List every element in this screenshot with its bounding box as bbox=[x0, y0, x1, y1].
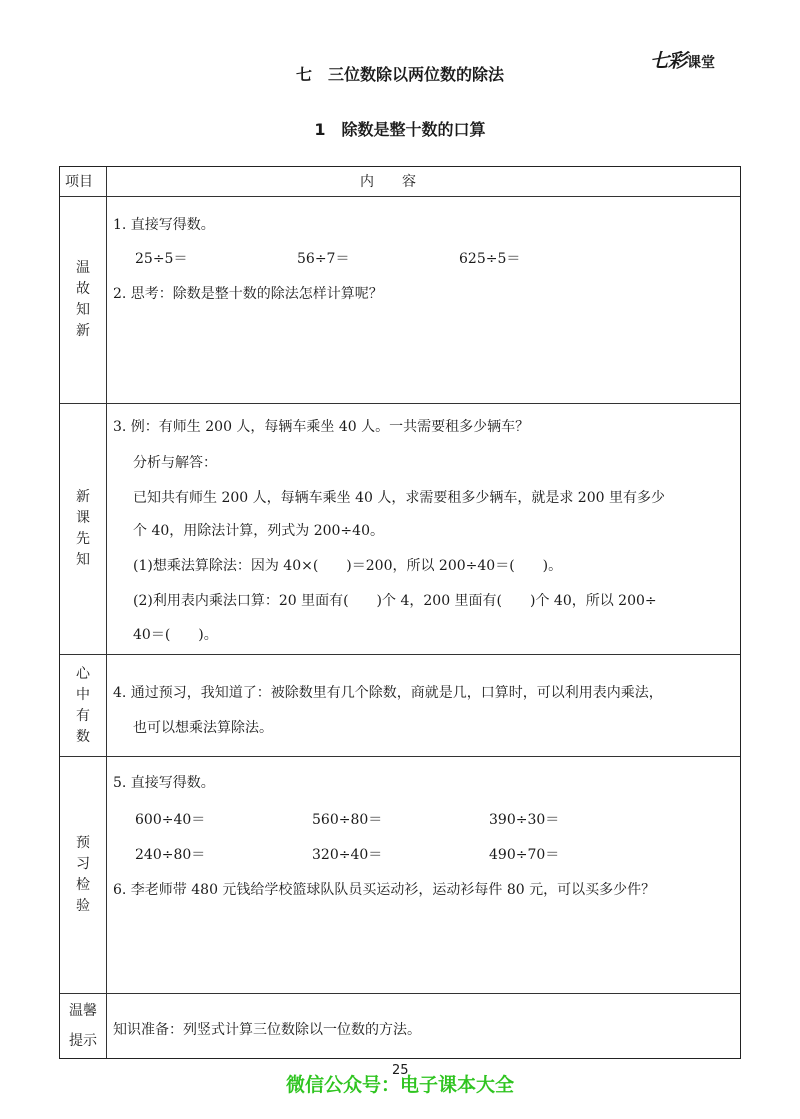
analysis-heading: 分析与解答： bbox=[133, 455, 217, 471]
question-5: 5. 直接写得数。 bbox=[113, 775, 215, 791]
row-divider bbox=[60, 654, 740, 655]
row-divider bbox=[60, 993, 740, 994]
expression: 56÷7＝ bbox=[297, 251, 350, 267]
analysis-line: 40＝( )。 bbox=[133, 627, 218, 643]
expression: 600÷40＝ bbox=[135, 812, 206, 828]
expression: 390÷30＝ bbox=[489, 812, 560, 828]
lesson-title: 1 除数是整十数的口算 bbox=[314, 120, 486, 139]
analysis-line: (2)利用表内乘法口算：20 里面有( )个 4，200 里面有( )个 40，所以 200÷ bbox=[133, 593, 657, 609]
analysis-line: 已知共有师生 200 人，每辆车乘坐 40 人，求需要租多少辆车，就是求 200 里有多少 bbox=[133, 490, 665, 506]
section-label-review: 温 故 知 新 bbox=[76, 260, 90, 339]
analysis-line: 个 40，用除法计算，列式为 200÷40。 bbox=[133, 523, 384, 539]
chapter-title: 七 三位数除以两位数的除法 bbox=[295, 65, 504, 84]
watermark: 微信公众号：电子课本大全 bbox=[285, 1074, 514, 1096]
content-table bbox=[59, 166, 741, 1059]
expression: 560÷80＝ bbox=[312, 812, 383, 828]
question-6: 6. 李老师带 480 元钱给学校篮球队队员买运动衫，运动衫每件 80 元，可以买多少件？ bbox=[113, 882, 656, 898]
expression: 25÷5＝ bbox=[135, 251, 188, 267]
question-4-cont: 也可以想乘法算除法。 bbox=[133, 720, 273, 736]
section-label-new-lesson: 新 课 先 知 bbox=[76, 489, 90, 568]
expression: 240÷80＝ bbox=[135, 847, 206, 863]
expression: 320÷40＝ bbox=[312, 847, 383, 863]
expression: 490÷70＝ bbox=[489, 847, 560, 863]
brand-sub: 课堂 bbox=[687, 55, 716, 71]
expression: 625÷5＝ bbox=[459, 251, 521, 267]
header-content: 内 容 bbox=[360, 174, 416, 190]
row-divider bbox=[60, 756, 740, 757]
analysis-line: (1)想乘法算除法：因为 40×( )＝200，所以 200÷40＝( )。 bbox=[133, 558, 563, 574]
question-2: 2. 思考：除数是整十数的除法怎样计算呢？ bbox=[113, 286, 383, 302]
section-label-takeaway: 心 中 有 数 bbox=[76, 665, 90, 745]
page-number: 25 bbox=[392, 1063, 409, 1078]
row-divider bbox=[60, 403, 740, 404]
header-item: 项目 bbox=[65, 174, 93, 190]
brand-mark: 七彩 bbox=[650, 50, 687, 72]
question-1: 1. 直接写得数。 bbox=[113, 217, 215, 233]
question-3: 3. 例：有师生 200 人，每辆车乘坐 40 人。一共需要租多少辆车？ bbox=[113, 419, 530, 435]
section-label-tip: 温馨 提示 bbox=[69, 1003, 97, 1049]
section-label-check: 预 习 检 验 bbox=[76, 835, 90, 914]
column-divider bbox=[106, 167, 107, 1058]
tip-text: 知识准备：列竖式计算三位数除以一位数的方法。 bbox=[113, 1022, 421, 1038]
question-4: 4. 通过预习，我知道了：被除数里有几个除数，商就是几，口算时，可以利用表内乘法， bbox=[113, 685, 663, 701]
